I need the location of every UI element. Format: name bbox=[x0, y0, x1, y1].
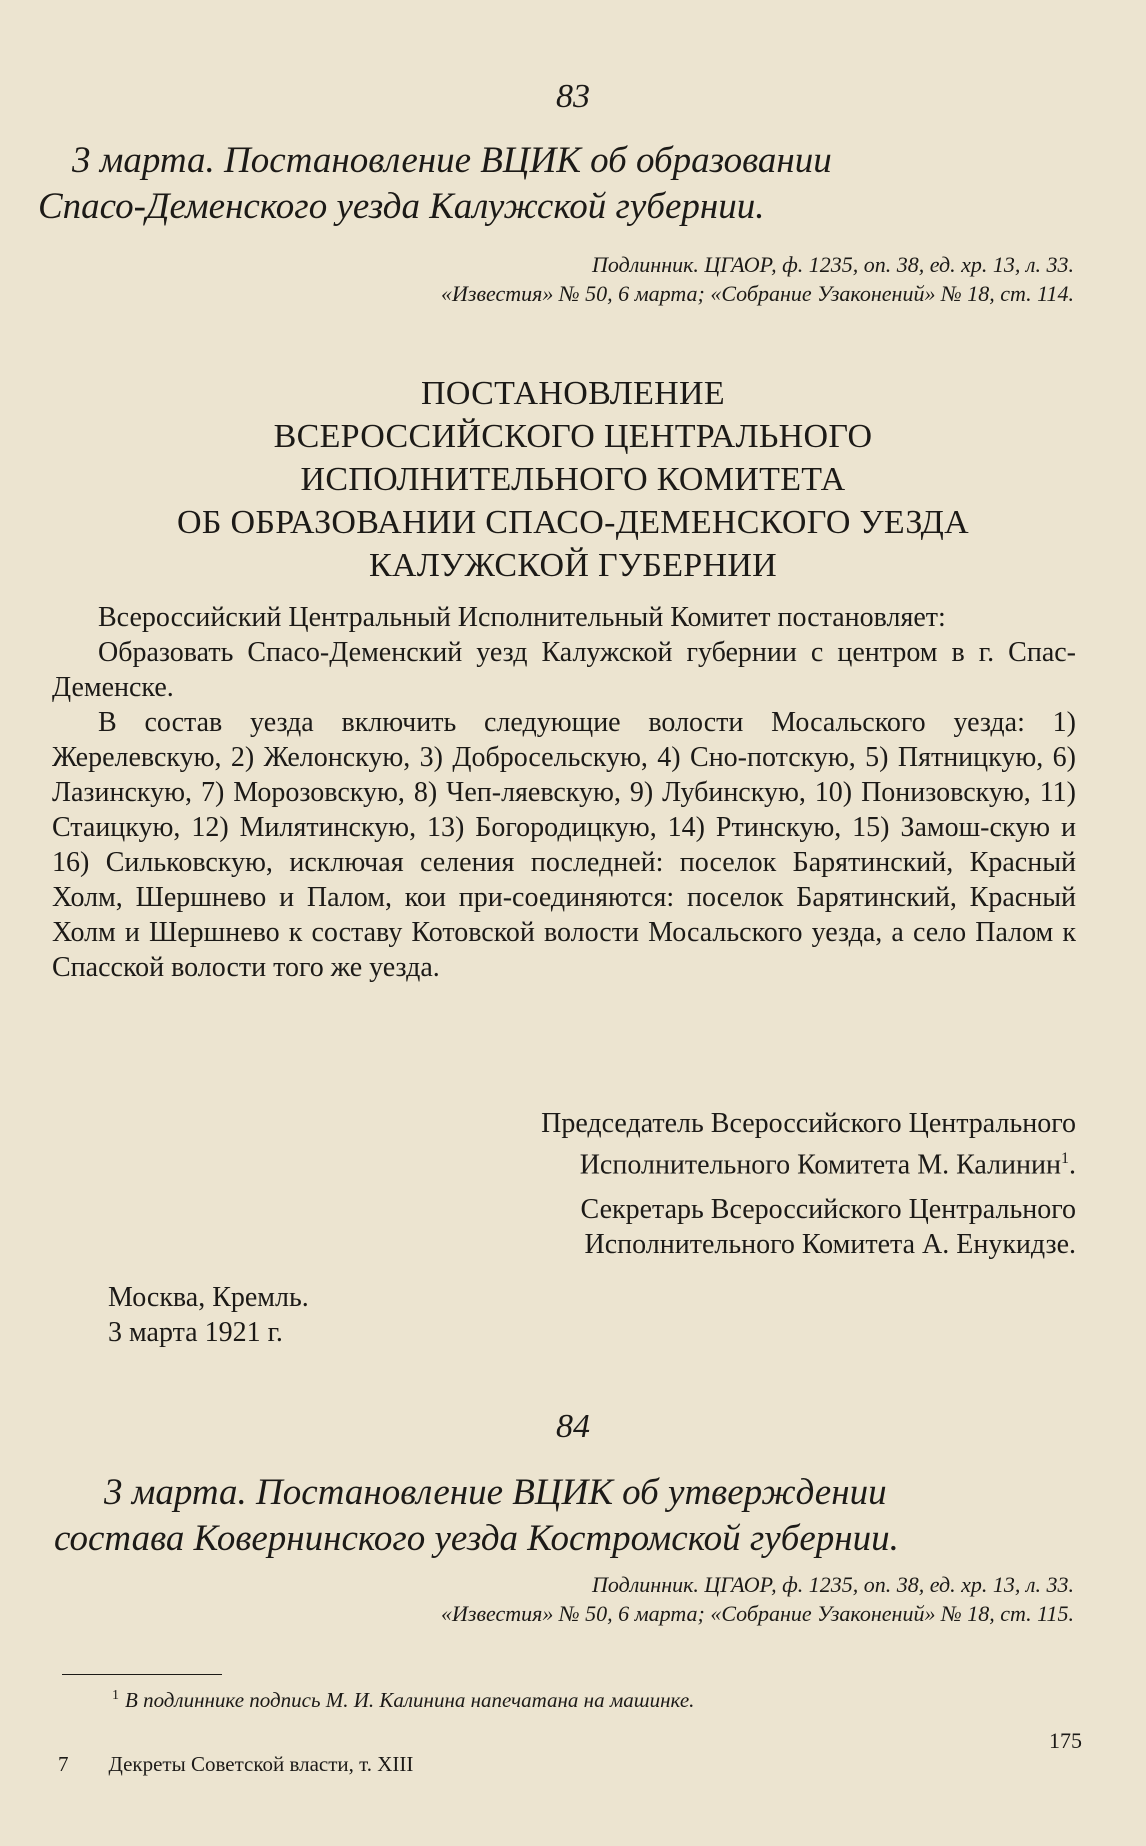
doc84-header-line-1: 3 марта. Постановление ВЦИК об утверждении bbox=[104, 1472, 887, 1513]
chairman-signature bbox=[541, 1106, 1076, 1182]
footnote bbox=[112, 1688, 694, 1713]
doc84-header-line-2: состава Ковернинского уезда Костромской губернии. bbox=[54, 1518, 899, 1559]
decree-title-line-2: ВСЕРОССИЙСКОГО ЦЕНТРАЛЬНОГО bbox=[273, 418, 873, 455]
footnote-reference: 1 bbox=[1061, 1150, 1069, 1167]
doc83-header-line-2: Спасо-Деменского уезда Калужской губернии. bbox=[38, 186, 765, 227]
signature-mark: 7 bbox=[58, 1752, 69, 1776]
footer-title: Декреты Советской власти, т. XIII bbox=[108, 1752, 414, 1776]
decree-title-line-3: ИСПОЛНИТЕЛЬНОГО КОМИТЕТА bbox=[300, 461, 846, 498]
footnote-text: В подлиннике подпись М. И. Калинина напечатана на машинке. bbox=[125, 1688, 695, 1712]
chairman-signature-line-2 bbox=[541, 1141, 1076, 1182]
document-number-84: 84 bbox=[556, 1408, 590, 1445]
body-paragraph-3: В состав уезда включить следующие волости Мосальского уезда: 1) Жерелевскую, 2) Желонскую, 3) Добросельскую, 4) Сно-потскую, 5) Пятницкую, 6) Лазинскую, 7) Морозовскую, 8) Чеп-ляевскую, 9) Лубинскую, 10) Понизовскую, 11) Стаицкую, 12) Милятинскую, 13) Богородицкую, 14) Ртинскую, 15) Замош-скую и 16) Сильковскую, исключая селения последней: поселок Барятинский, Красный Холм, Шершнево и Палом, кои при-соединяются: поселок Барятинский, Красный Холм и Шершнево к составу Котовской волости Мосальского уезда, а село Палом к Спасской волости того же уезда. bbox=[52, 707, 1076, 983]
doc83-source-line-1: Подлинник. ЦГАОР, ф. 1235, оп. 38, ед. хр. 13, л. 33. bbox=[591, 252, 1074, 277]
footnote-mark: 1 bbox=[112, 1688, 119, 1703]
chairman-name: Исполнительного Комитета М. Калинин bbox=[579, 1149, 1061, 1181]
document-number-83: 83 bbox=[556, 78, 590, 115]
chairman-signature-line-1: Председатель Всероссийского Центрального bbox=[541, 1108, 1076, 1139]
secretary-signature bbox=[581, 1192, 1076, 1262]
doc83-source-line-2: «Известия» № 50, 6 марта; «Собрание Узаконений» № 18, ст. 114. bbox=[441, 281, 1074, 306]
secretary-signature-line-2: Исполнительного Комитета А. Енукидзе. bbox=[584, 1229, 1076, 1260]
decree-title-line-1: ПОСТАНОВЛЕНИЕ bbox=[421, 375, 725, 412]
doc83-header-line-1: 3 марта. Постановление ВЦИК об образовании bbox=[72, 140, 832, 181]
page-footer bbox=[58, 1752, 413, 1777]
decree-title-line-5: КАЛУЖСКОЙ ГУБЕРНИИ bbox=[368, 547, 778, 584]
secretary-signature-line-1: Секретарь Всероссийского Центрального bbox=[580, 1194, 1076, 1225]
doc84-source-line-2: «Известия» № 50, 6 марта; «Собрание Узаконений» № 18, ст. 115. bbox=[441, 1601, 1074, 1626]
body-paragraph-2: Образовать Спасо-Деменский уезд Калужской губернии с центром в г. Спас-Деменске. bbox=[52, 637, 1076, 703]
doc84-source-line-1: Подлинник. ЦГАОР, ф. 1235, оп. 38, ед. хр. 13, л. 33. bbox=[591, 1572, 1074, 1597]
date-of-issue: 3 марта 1921 г. bbox=[108, 1317, 283, 1348]
place-of-issue: Москва, Кремль. bbox=[108, 1282, 309, 1313]
footnote-rule bbox=[62, 1674, 222, 1675]
decree-body bbox=[52, 600, 1076, 985]
decree-title-line-4: ОБ ОБРАЗОВАНИИ СПАСО-ДЕМЕНСКОГО УЕЗДА bbox=[177, 504, 969, 541]
chairman-signature-period: . bbox=[1069, 1149, 1076, 1181]
body-paragraph-1: Всероссийский Центральный Исполнительный Комитет постановляет: bbox=[98, 602, 946, 633]
page-number: 175 bbox=[1049, 1728, 1082, 1753]
